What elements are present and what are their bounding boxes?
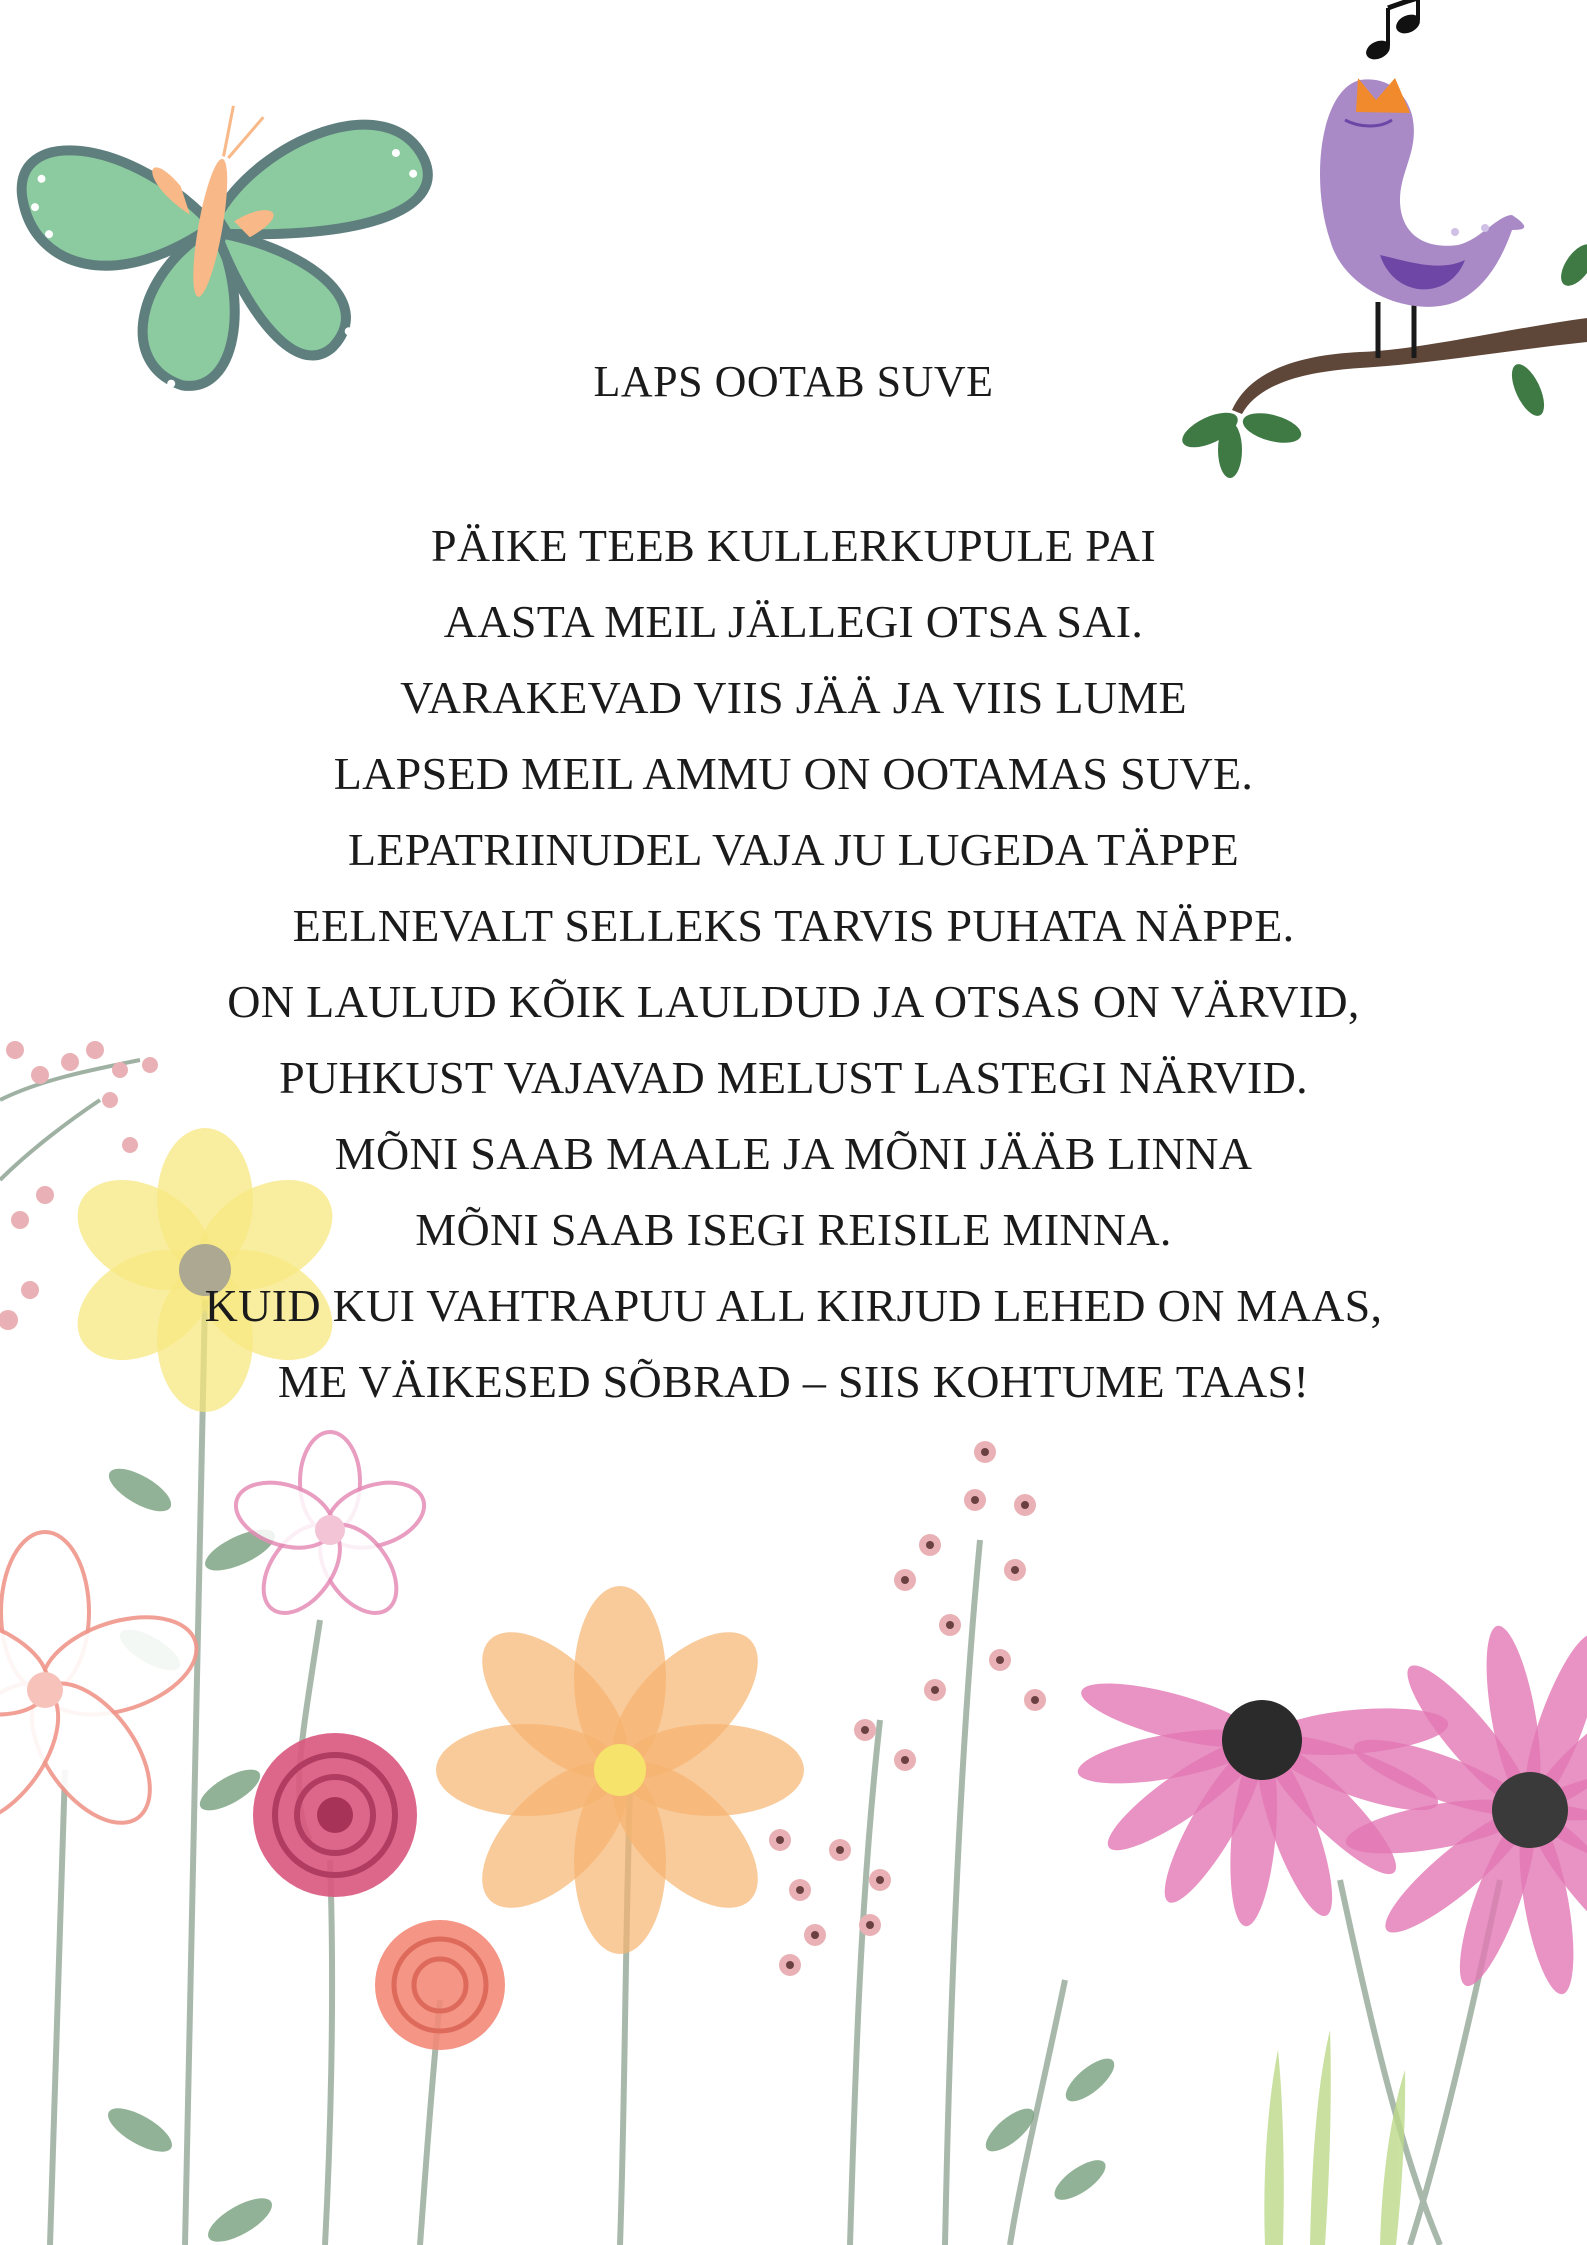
poem-line: LAPSED MEIL AMMU ON OOTAMAS SUVE.	[333, 748, 1254, 799]
poem-line: PUHKUST VAJAVAD MELUST LASTEGI NÄRVID.	[279, 1052, 1308, 1103]
poem-line: AASTA MEIL JÄLLEGI OTSA SAI.	[443, 596, 1144, 647]
poem-line: LEPATRIINUDEL VAJA JU LUGEDA TÄPPE	[347, 824, 1240, 875]
poem-line: VARAKEVAD VIIS JÄÄ JA VIIS LUME	[400, 672, 1187, 723]
poem-line: ON LAULUD KÕIK LAULDUD JA OTSAS ON VÄRVID,	[227, 976, 1360, 1027]
poem-line: MÕNI SAAB MAALE JA MÕNI JÄÄB LINNA	[334, 1128, 1253, 1179]
music-notes-icon	[1364, 0, 1423, 62]
poem-line: KUID KUI VAHTRAPUU ALL KIRJUD LEHED ON MAAS,	[204, 1280, 1383, 1331]
poem-line: ME VÄIKESED SÕBRAD – SIIS KOHTUME TAAS!	[277, 1356, 1310, 1407]
poem-line: PÄIKE TEEB KULLERKUPULE PAI	[431, 520, 1156, 571]
poem-line: EELNEVALT SELLEKS TARVIS PUHATA NÄPPE.	[292, 900, 1295, 951]
bird-icon	[1320, 78, 1524, 358]
poem-line: MÕNI SAAB ISEGI REISILE MINNA.	[415, 1204, 1172, 1255]
poem-body	[0, 508, 1587, 1420]
poem-title: LAPS OOTAB SUVE	[593, 357, 994, 406]
